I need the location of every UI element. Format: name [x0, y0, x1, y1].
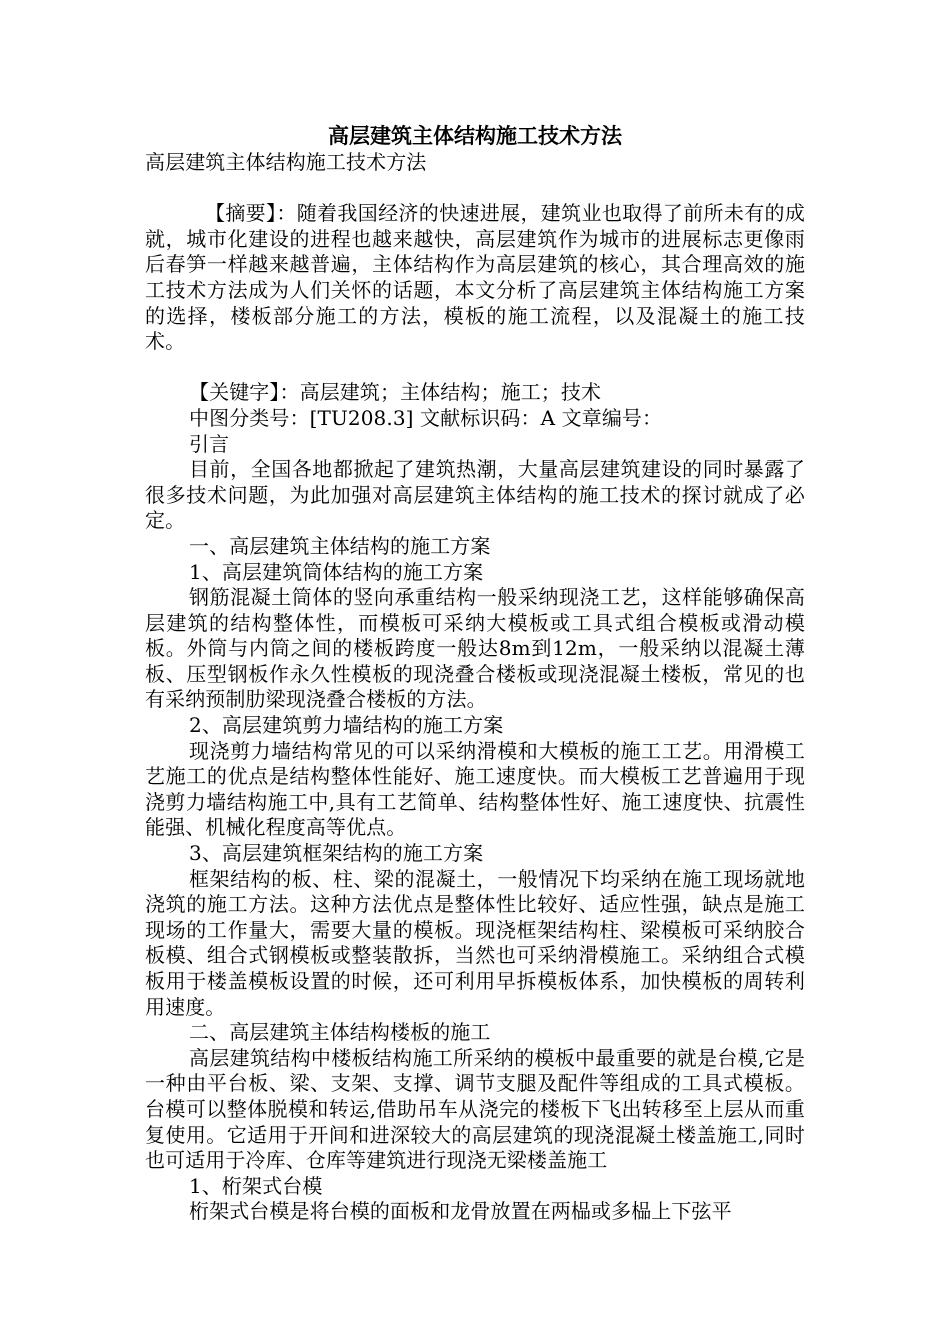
body-paragraph: 高层建筑结构中楼板结构施工所采纳的模板中最重要的就是台模,它是一种由平台板、梁、支架、支撑、调节支腿及配件等组成的工具式模板。台模可以整体脱模和转运,借助吊车从浇完的楼板下飞出转移至上层从而重复使用。它适用于开间和进深较大的高层建筑的现浇混凝土楼盖施工,同时也可适用于冷库、仓库等建筑进行现浇无梁楼盖施工: [145, 1045, 805, 1173]
section-heading: 一、高层建筑主体结构的施工方案: [189, 533, 491, 558]
classification-line: 中图分类号：[TU208.3] 文献标识码：A 文章编号：: [189, 405, 663, 430]
document-body: [145, 150, 805, 1225]
keywords-line: 【关键字】：高层建筑；主体结构；施工；技术: [189, 380, 602, 405]
document-title: 高层建筑主体结构施工技术方法: [328, 123, 622, 148]
body-paragraph: 现浇剪力墙结构常见的可以采纳滑模和大模板的施工工艺。用滑模工艺施工的优点是结构整体性能好、施工速度快。而大模板工艺普遍用于现浇剪力墙结构施工中,具有工艺简单、结构整体性好、施工速度快、抗震性能强、机械化程度高等优点。: [145, 738, 805, 840]
subsection-heading: 3、高层建筑框架结构的施工方案: [189, 841, 484, 866]
abstract-paragraph: 【摘要】：随着我国经济的快速进展，建筑业也取得了前所未有的成就，城市化建设的进程也越来越快，高层建筑作为城市的进展标志更像雨后春笋一样越来越普遍，主体结构作为高层建筑的核心，其合理高效的施工技术方法成为人们关怀的话题，本文分析了高层建筑主体结构施工方案的选择，楼板部分施工的方法，模板的施工流程，以及混凝土的施工技术。: [145, 201, 805, 354]
intro-heading: 引言: [189, 431, 230, 456]
document-subtitle: 高层建筑主体结构施工技术方法: [145, 150, 427, 174]
subsection-heading: 1、桁架式台模: [189, 1173, 323, 1198]
body-paragraph: 桁架式台模是将台模的面板和龙骨放置在两榀或多榀上下弦平: [189, 1199, 732, 1224]
subsection-heading: 2、高层建筑剪力墙结构的施工方案: [189, 713, 504, 738]
subsection-heading: 1、高层建筑筒体结构的施工方案: [189, 559, 484, 584]
body-paragraph: 钢筋混凝土筒体的竖向承重结构一般采纳现浇工艺，这样能够确保高层建筑的结构整体性，而模板可采纳大模板或工具式组合模板或滑动模板。外筒与内筒之间的楼板跨度一般达8m到12m，一般采纳以混凝土薄板、压型钢板作永久性模板的现浇叠合楼板或现浇混凝土楼板，常见的也有采纳预制肋梁现浇叠合楼板的方法。: [145, 585, 805, 712]
blank-line: [145, 355, 805, 381]
body-paragraph: 框架结构的板、柱、梁的混凝土，一般情况下均采纳在施工现场就地浇筑的施工方法。这种方法优点是整体性比较好、适应性强，缺点是施工现场的工作量大，需要大量的模板。现浇框架结构柱、梁模板可采纳胶合板模、组合式钢模板或整装散拆，当然也可采纳滑模施工。采纳组合式模板用于楼盖模板设置的时候，还可利用早拆模板体系，加快模板的周转利用速度。: [145, 866, 805, 1019]
blank-line: [145, 176, 805, 202]
section-heading: 二、高层建筑主体结构楼板的施工: [189, 1020, 491, 1045]
intro-paragraph: 目前，全国各地都掀起了建筑热潮，大量高层建筑建设的同时暴露了很多技术问题，为此加强对高层建筑主体结构的施工技术的探讨就成了必定。: [145, 457, 805, 533]
